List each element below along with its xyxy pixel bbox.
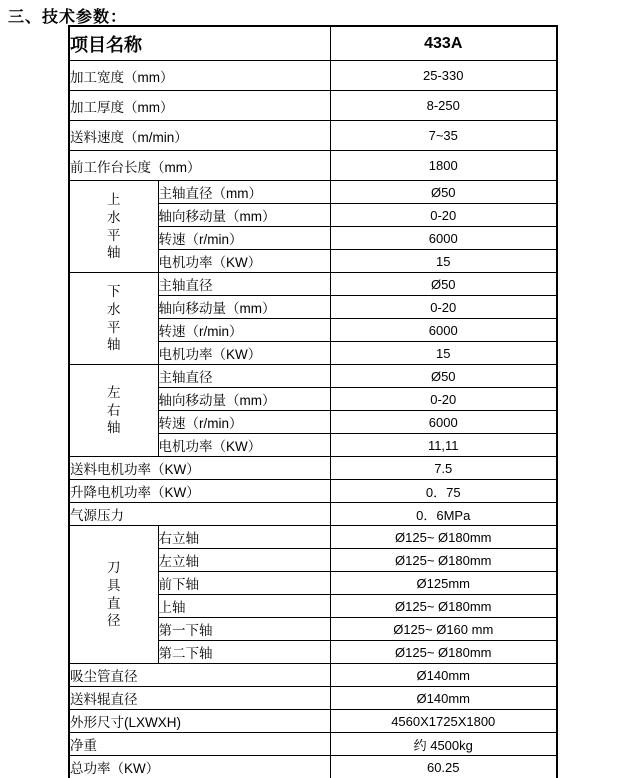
table-row — [69, 710, 557, 733]
table-row — [69, 733, 557, 756]
table-row — [69, 121, 557, 151]
row-value: Ø140mm — [330, 687, 557, 710]
column-header-item: 项目名称 — [69, 26, 330, 61]
row-label: 总功率（KW） — [69, 756, 330, 778]
row-value: Ø50 — [330, 181, 557, 204]
row-label: 净重 — [69, 733, 330, 756]
row-value: Ø125~ Ø160 mm — [330, 618, 557, 641]
table-row — [69, 457, 557, 480]
sub-row-label: 右立轴 — [158, 526, 330, 549]
row-value: 0-20 — [330, 296, 557, 319]
table-row — [69, 503, 557, 526]
row-value: 0-20 — [330, 388, 557, 411]
sub-row-label: 主轴直径 — [158, 273, 330, 296]
table-row — [69, 664, 557, 687]
group-label: 刀具直径 — [107, 560, 121, 629]
row-label: 加工宽度（mm） — [69, 61, 330, 91]
sub-row-label: 前下轴 — [158, 572, 330, 595]
row-value: 8-250 — [330, 91, 557, 121]
group-label: 下水平轴 — [107, 284, 121, 353]
sub-row-label: 电机功率（KW） — [158, 342, 330, 365]
row-value: 6000 — [330, 411, 557, 434]
sub-row-label: 第一下轴 — [158, 618, 330, 641]
row-value: 约 4500kg — [330, 733, 557, 756]
row-value: Ø125mm — [330, 572, 557, 595]
table-row — [69, 365, 557, 388]
table-row — [69, 273, 557, 296]
row-label: 气源压力 — [69, 503, 330, 526]
row-label: 送料速度（m/min） — [69, 121, 330, 151]
sub-row-label: 转速（r/min） — [158, 319, 330, 342]
column-header-model: 433A — [330, 26, 557, 61]
group-label: 左右轴 — [107, 385, 121, 436]
table-row — [69, 91, 557, 121]
row-label: 升降电机功率（KW） — [69, 480, 330, 503]
sub-row-label: 第二下轴 — [158, 641, 330, 664]
row-value: 15 — [330, 342, 557, 365]
row-value: Ø140mm — [330, 664, 557, 687]
row-value: 7.5 — [330, 457, 557, 480]
sub-row-label: 上轴 — [158, 595, 330, 618]
table-row — [69, 61, 557, 91]
sub-row-label: 转速（r/min） — [158, 411, 330, 434]
row-value: Ø125~ Ø180mm — [330, 595, 557, 618]
row-value: Ø50 — [330, 365, 557, 388]
sub-row-label: 轴向移动量（mm） — [158, 296, 330, 319]
row-value: 6000 — [330, 319, 557, 342]
row-value: 0．6MPa — [330, 503, 557, 526]
group-label-cell — [69, 181, 158, 273]
row-value: 0．75 — [330, 480, 557, 503]
table-row — [69, 151, 557, 181]
sub-row-label: 轴向移动量（mm） — [158, 204, 330, 227]
group-label-cell — [69, 273, 158, 365]
sub-row-label: 转速（r/min） — [158, 227, 330, 250]
row-value: 15 — [330, 250, 557, 273]
table-row — [69, 687, 557, 710]
sub-row-label: 电机功率（KW） — [158, 250, 330, 273]
row-label: 送料电机功率（KW） — [69, 457, 330, 480]
row-value: 4560X1725X1800 — [330, 710, 557, 733]
sub-row-label: 轴向移动量（mm） — [158, 388, 330, 411]
row-label: 加工厚度（mm） — [69, 91, 330, 121]
spec-table — [68, 25, 558, 778]
row-value: 1800 — [330, 151, 557, 181]
row-value: 0-20 — [330, 204, 557, 227]
section-title: 三、技术参数： — [8, 9, 128, 26]
sub-row-label: 主轴直径（mm） — [158, 181, 330, 204]
row-value: Ø125~ Ø180mm — [330, 549, 557, 572]
row-value: 25-330 — [330, 61, 557, 91]
table-row — [69, 756, 557, 778]
row-label: 吸尘管直径 — [69, 664, 330, 687]
table-row — [69, 181, 557, 204]
row-value: Ø125~ Ø180mm — [330, 526, 557, 549]
group-label-cell — [69, 365, 158, 457]
row-value: 11,11 — [330, 434, 557, 457]
group-label-cell — [69, 526, 158, 664]
table-header-row — [69, 26, 557, 61]
row-label: 送料辊直径 — [69, 687, 330, 710]
group-label: 上水平轴 — [107, 192, 121, 261]
sub-row-label: 主轴直径 — [158, 365, 330, 388]
table-row — [69, 526, 557, 549]
row-value: 6000 — [330, 227, 557, 250]
sub-row-label: 左立轴 — [158, 549, 330, 572]
table-row — [69, 480, 557, 503]
row-value: 7~35 — [330, 121, 557, 151]
row-value: Ø50 — [330, 273, 557, 296]
row-value: 60.25 — [330, 756, 557, 778]
row-label: 外形尺寸(LXWXH) — [69, 710, 330, 733]
row-value: Ø125~ Ø180mm — [330, 641, 557, 664]
spec-table-body — [69, 61, 557, 778]
sub-row-label: 电机功率（KW） — [158, 434, 330, 457]
row-label: 前工作台长度（mm） — [69, 151, 330, 181]
